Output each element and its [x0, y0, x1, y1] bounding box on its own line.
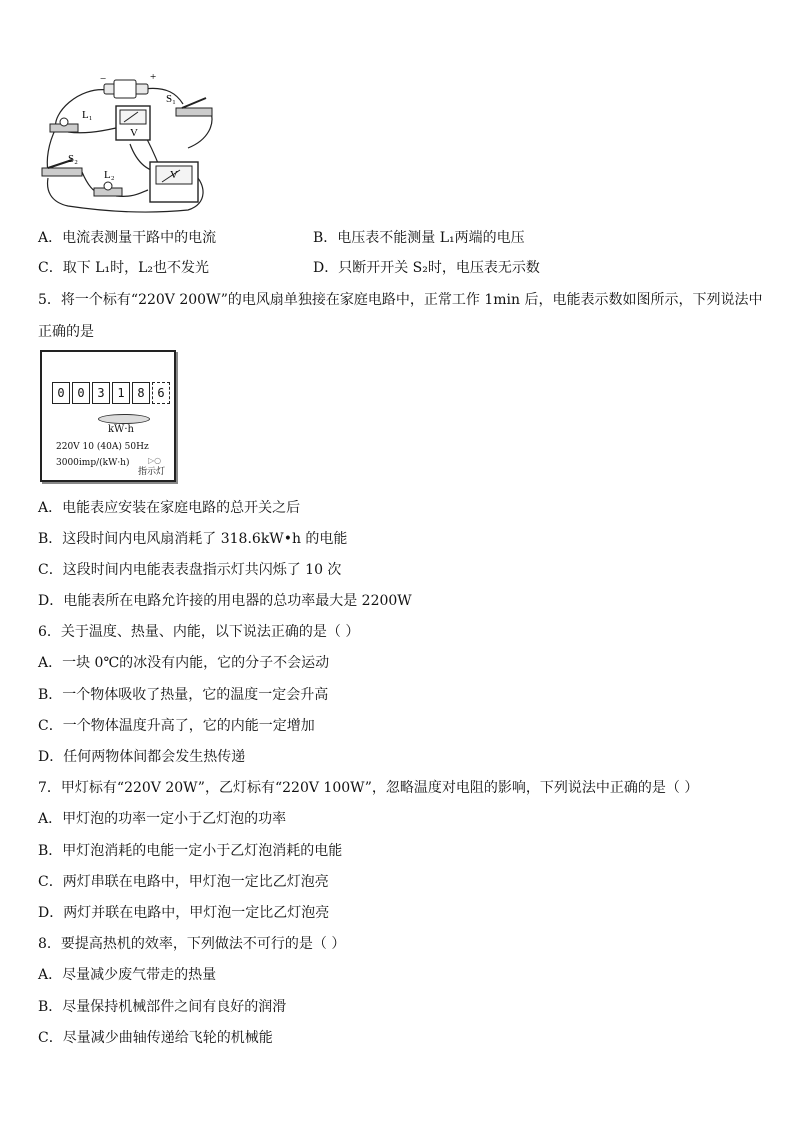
q4-option-d: D．只断开开关 S₂时，电压表无示数 — [313, 260, 540, 276]
q5-option-a: A．电能表应安装在家庭电路的总开关之后 — [38, 500, 301, 516]
q7-option-a: A．甲灯泡的功率一定小于乙灯泡的功率 — [38, 811, 287, 827]
energy-meter-frame — [40, 350, 176, 482]
meter-digit: 8 — [132, 382, 150, 404]
switch-s1 — [166, 93, 212, 116]
q8-stem: 8．要提高热机的效率，下列做法不可行的是（ ） — [38, 936, 346, 952]
lamp-l1-label: L₁ — [82, 109, 93, 121]
q6-option-b: B．一个物体吸收了热量，它的温度一定会升高 — [38, 687, 329, 703]
q7-stem: 7．甲灯标有“220V 20W”，乙灯标有“220V 100W”，忽略温度对电阻的影响，下列说法中正确的是（ ） — [38, 780, 699, 796]
q5-option-b: B．这段时间内电风扇消耗了 318.6kW•h 的电能 — [38, 531, 348, 547]
meter-digit-decimal: 6 — [152, 382, 170, 404]
meter-digit: 1 — [112, 382, 130, 404]
q7-option-c: C．两灯串联在电路中，甲灯泡一定比乙灯泡亮 — [38, 874, 329, 890]
voltmeter-1 — [116, 106, 150, 140]
meter-digit: 0 — [72, 382, 90, 404]
meter-unit: kW·h — [108, 424, 134, 435]
q5-option-c: C．这段时间内电能表表盘指示灯共闪烁了 10 次 — [38, 562, 342, 578]
switch-s2-label: S₂ — [68, 153, 78, 165]
q8-option-c: C．尽量减少曲轴传递给飞轮的机械能 — [38, 1030, 273, 1046]
energy-meter-figure — [40, 350, 176, 482]
q4-option-c: C．取下 L₁时，L₂也不发光 — [38, 260, 209, 276]
q6-option-d: D．任何两物体间都会发生热传递 — [38, 749, 246, 765]
q8-option-a: A．尽量减少废气带走的热量 — [38, 967, 217, 983]
circuit-diagram — [38, 74, 220, 214]
meter-digits — [52, 382, 172, 404]
lamp-l2-label: L₂ — [104, 169, 115, 181]
meter-constant: 3000imp/(kW·h) — [56, 458, 130, 468]
q7-option-d: D．两灯并联在电路中，甲灯泡一定比乙灯泡亮 — [38, 905, 330, 921]
q7-option-b: B．甲灯泡消耗的电能一定小于乙灯泡消耗的电能 — [38, 843, 343, 859]
q5-stem-line2: 正确的是 — [38, 324, 94, 340]
q5-stem-line1: 5．将一个标有“220V 200W”的电风扇单独接在家庭电路中，正常工作 1min 后，电能表示数如图所示，下列说法中 — [38, 292, 763, 308]
meter-disk — [98, 414, 150, 424]
voltmeter-2 — [150, 162, 198, 202]
q6-option-a: A．一块 0℃的冰没有内能，它的分子不会运动 — [38, 655, 330, 671]
voltmeter-2-label: V — [170, 169, 178, 181]
lamp-l2 — [94, 169, 122, 196]
battery — [100, 74, 156, 98]
indicator-light-icon: ▷○ — [148, 456, 162, 465]
battery-plus-label: + — [150, 74, 157, 83]
q4-option-a: A．电流表测量干路中的电流 — [38, 230, 217, 246]
q8-option-b: B．尽量保持机械部件之间有良好的润滑 — [38, 999, 287, 1015]
meter-indicator-label: 指示灯 — [138, 467, 166, 477]
meter-spec: 220V 10 (40A) 50Hz — [56, 442, 149, 452]
switch-s1-label: S₁ — [166, 93, 176, 105]
meter-digit: 0 — [52, 382, 70, 404]
q6-stem: 6．关于温度、热量、内能，以下说法正确的是（ ） — [38, 624, 360, 640]
q4-option-b: B．电压表不能测量 L₁两端的电压 — [313, 230, 525, 246]
voltmeter-1-label: V — [130, 127, 138, 139]
battery-minus-label: − — [100, 74, 107, 85]
meter-digit: 3 — [92, 382, 110, 404]
q6-option-c: C．一个物体温度升高了，它的内能一定增加 — [38, 718, 315, 734]
q5-option-d: D．电能表所在电路允许接的用电器的总功率最大是 2200W — [38, 593, 412, 609]
